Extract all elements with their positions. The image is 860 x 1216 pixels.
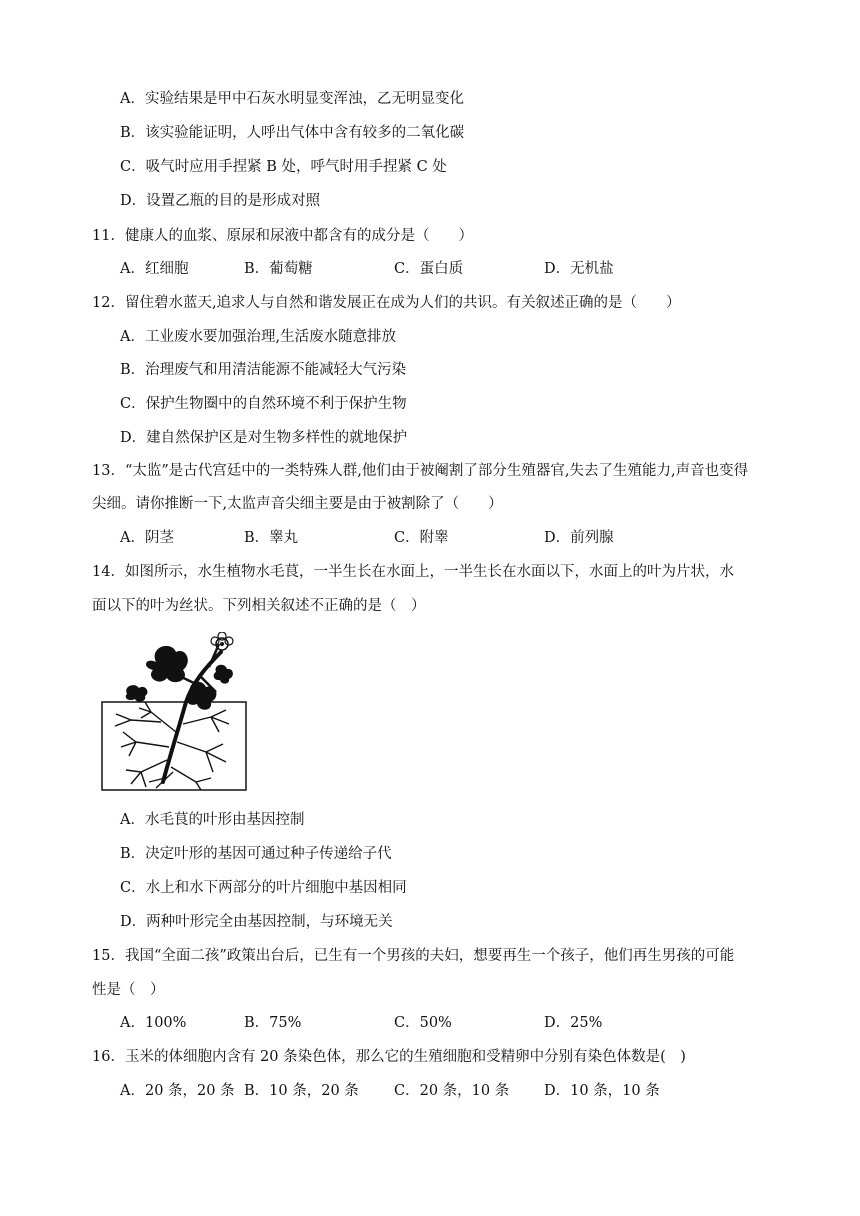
q11-option-d: D．无机盐: [544, 261, 614, 277]
q15-stem-line2: 性是（ ）: [92, 982, 165, 998]
q15-option-b: B．75%: [244, 1015, 302, 1031]
q13-option-d: D．前列腺: [544, 530, 614, 546]
q16-option-c: C．20 条，10 条: [394, 1083, 510, 1099]
q16-option-d: D．10 条，10 条: [544, 1083, 660, 1099]
water-buttercup-figure: [101, 632, 251, 792]
q13-option-c: C．附睾: [394, 530, 449, 546]
q11-option-c: C．蛋白质: [394, 261, 464, 277]
q10-option-a: A．实验结果是甲中石灰水明显变浑浊，乙无明显变化: [120, 91, 464, 107]
q14-option-a: A．水毛茛的叶形由基因控制: [120, 812, 305, 828]
q15-option-a: A．100%: [120, 1015, 187, 1031]
q14-option-b: B．决定叶形的基因可通过种子传递给子代: [120, 846, 392, 862]
q12-option-b: B．治理废气和用清洁能源不能减轻大气污染: [120, 362, 407, 378]
q14-option-c: C．水上和水下两部分的叶片细胞中基因相同: [120, 880, 407, 896]
q14-stem-line1: 14．如图所示，水生植物水毛茛，一半生长在水面上，一半生长在水面以下，水面上的叶为片状，水: [92, 564, 734, 580]
q16-stem: 16．玉米的体细胞内含有 20 条染色体，那么它的生殖细胞和受精卵中分别有染色体数是( ): [92, 1049, 686, 1065]
q16-option-a: A．20 条，20 条: [120, 1083, 235, 1099]
q15-stem-line1: 15．我国“全面二孩”政策出台后，已生有一个男孩的夫妇，想要再生一个孩子，他们再生男孩的可能: [92, 948, 735, 964]
q10-option-b: B．该实验能证明，人呼出气体中含有较多的二氧化碳: [120, 125, 465, 141]
q12-stem: 12．留住碧水蓝天,追求人与自然和谐发展正在成为人们的共识。有关叙述正确的是（ ）: [92, 295, 681, 311]
q14-option-d: D．两种叶形完全由基因控制，与环境无关: [120, 914, 393, 930]
q13-option-b: B．睾丸: [244, 530, 299, 546]
q12-option-c: C．保护生物圈中的自然环境不利于保护生物: [120, 396, 407, 412]
q15-option-c: C．50%: [394, 1015, 452, 1031]
q11-option-b: B．葡萄糖: [244, 261, 313, 277]
q13-stem-line1: 13．“太监”是古代宫廷中的一类特殊人群,他们由于被阉割了部分生殖器官,失去了生殖能力,声音也变得: [92, 463, 749, 479]
q13-stem-line2: 尖细。请你推断一下,太监声音尖细主要是由于被割除了（ ）: [92, 496, 503, 512]
q13-option-a: A．阴茎: [120, 530, 174, 546]
q12-option-d: D．建自然保护区是对生物多样性的就地保护: [120, 430, 408, 446]
q14-stem-line2: 面以下的叶为丝状。下列相关叙述不正确的是（ ）: [92, 598, 426, 614]
q15-option-d: D．25%: [544, 1015, 603, 1031]
q11-option-a: A．红细胞: [120, 261, 189, 277]
q10-option-c: C．吸气时应用手捏紧 B 处，呼气时用手捏紧 C 处: [120, 159, 447, 175]
q11-stem: 11．健康人的血浆、原尿和尿液中都含有的成分是（ ）: [92, 228, 473, 244]
q12-option-a: A．工业废水要加强治理,生活废水随意排放: [120, 329, 397, 345]
q10-option-d: D．设置乙瓶的目的是形成对照: [120, 193, 321, 209]
q16-option-b: B．10 条，20 条: [244, 1083, 359, 1099]
